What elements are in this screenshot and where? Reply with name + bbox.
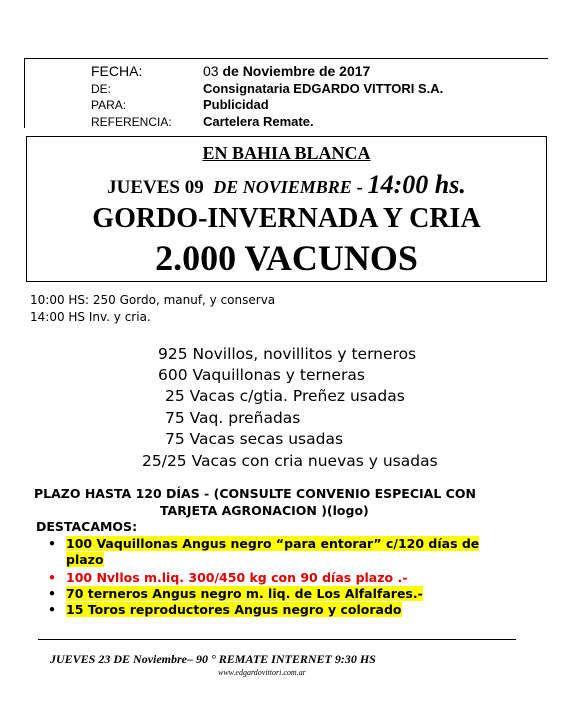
lot-item: 25 Vacas c/gtia. Preñez usadas xyxy=(165,387,405,405)
highlight-text: 15 Toros reproductores Angus negro y colorado xyxy=(66,602,402,617)
highlight-text: 70 terneros Angus negro m. liq. de Los Alfalfares.- xyxy=(66,586,423,601)
event-month: DE NOVIEMBRE xyxy=(213,177,352,197)
bullet-icon: • xyxy=(48,570,56,585)
highlights-title: DESTACAMOS: xyxy=(36,519,138,534)
highlight-text: plazo xyxy=(66,552,104,567)
footer-divider xyxy=(38,639,516,640)
referencia-value: Cartelera Remate. xyxy=(203,114,314,129)
event-dash: - xyxy=(351,177,368,198)
fecha-value: de Noviembre de 2017 xyxy=(218,63,371,79)
lot-item: 25/25 Vacas con cria nuevas y usadas xyxy=(142,452,438,470)
schedule-line: 14:00 HS Inv. y cria. xyxy=(30,310,151,324)
highlight-item xyxy=(48,586,423,602)
event-box xyxy=(26,136,547,282)
event-day: JUEVES 09 xyxy=(107,177,204,198)
lot-item: 75 Vacas secas usadas xyxy=(165,430,344,448)
footer-text: JUEVES 23 DE Noviembre– 90 ° REMATE INTERNET 9:30 HS xyxy=(50,652,376,666)
para-label: PARA: xyxy=(91,98,127,112)
highlight-item-continuation xyxy=(48,552,104,568)
bullet-icon: • xyxy=(48,602,56,617)
event-count: 2.000 VACUNOS xyxy=(155,238,418,278)
event-city: EN BAHIA BLANCA xyxy=(202,143,371,163)
event-headline: GORDO-INVERNADA Y CRIA xyxy=(92,203,481,234)
lot-item: 600 Vaquillonas y terneras xyxy=(158,366,365,384)
lot-item: 75 Vaq. preñadas xyxy=(165,409,301,427)
highlight-text: 100 Nvllos m.liq. 300/450 kg con 90 días plazo .- xyxy=(66,570,408,585)
highlight-item xyxy=(48,536,479,552)
fecha-label: FECHA: xyxy=(91,63,143,79)
fecha-day: 03 xyxy=(203,63,219,79)
terms-line-2: TARJETA AGRONACION )(logo) xyxy=(160,503,369,518)
schedule-line: 10:00 HS: 250 Gordo, manuf, y conserva xyxy=(30,293,276,307)
highlight-text: 100 Vaquillonas Angus negro “para entorar” c/120 días de xyxy=(66,536,480,551)
lot-item: 925 Novillos, novillitos y terneros xyxy=(158,345,417,363)
terms-line-1: PLAZO HASTA 120 DÍAS - (CONSULTE CONVENIO ESPECIAL CON xyxy=(34,486,476,501)
highlight-item xyxy=(48,602,402,618)
footer-url: www.edgardovittori.com.ar xyxy=(218,668,306,677)
de-label: DE: xyxy=(91,82,112,96)
event-time: 14:00 hs. xyxy=(367,170,466,199)
bullet-icon: • xyxy=(48,536,56,551)
referencia-label: REFERENCIA: xyxy=(91,115,172,129)
memo-header-box xyxy=(24,58,548,128)
de-value: Consignataria EDGARDO VITTORI S.A. xyxy=(203,81,444,96)
bullet-icon: • xyxy=(48,586,56,601)
para-value: Publicidad xyxy=(203,97,269,112)
highlight-item xyxy=(48,570,407,586)
event-date-line xyxy=(27,170,546,200)
